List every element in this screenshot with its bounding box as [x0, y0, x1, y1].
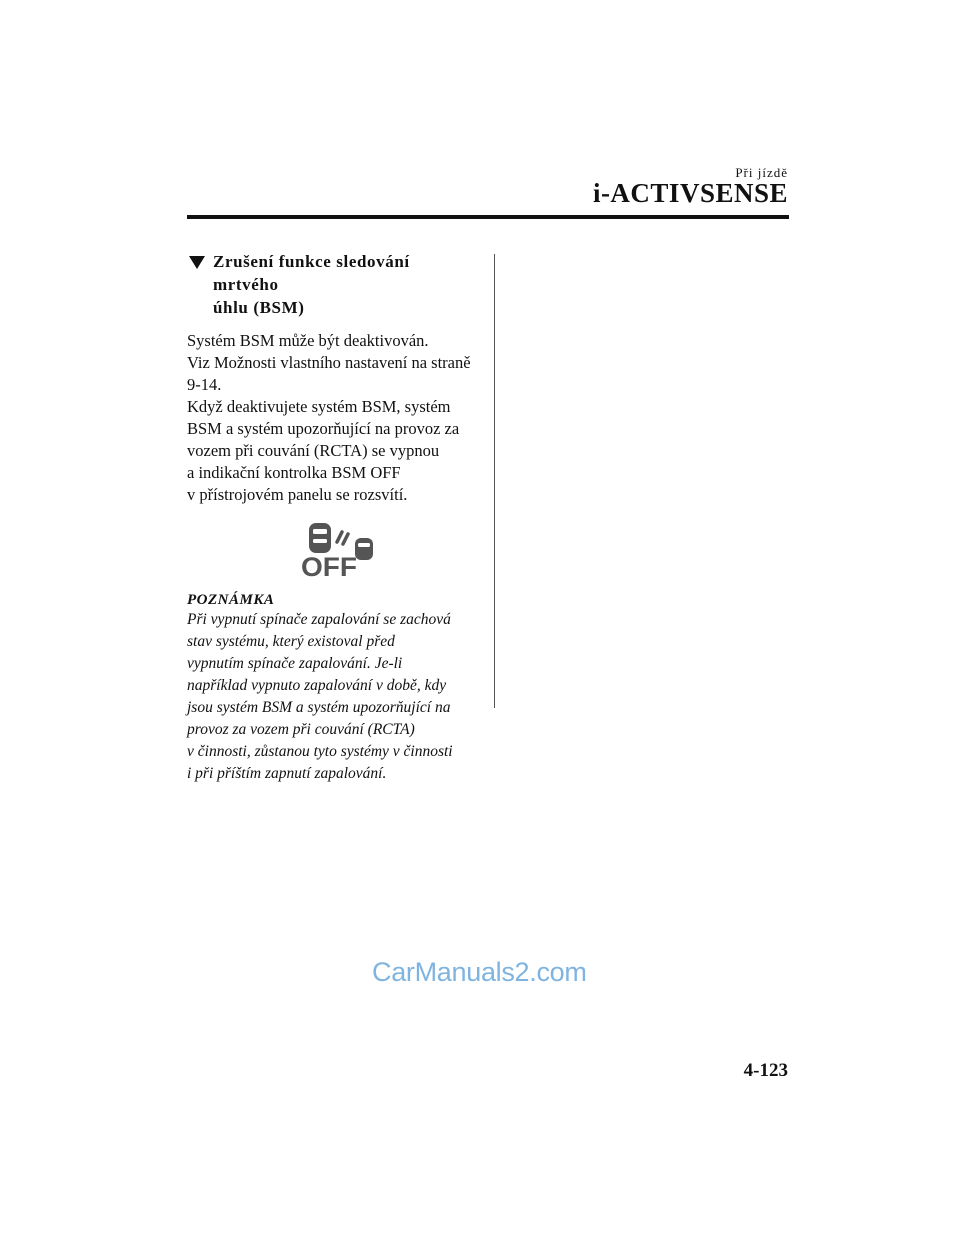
- body-line: a indikační kontrolka BSM OFF: [187, 463, 401, 482]
- note-line: Při vypnutí spínače zapalování se zachová: [187, 611, 451, 628]
- body-line: v přístrojovém panelu se rozsvítí.: [187, 485, 408, 504]
- page-number: 4-123: [743, 1060, 788, 1081]
- body-line: 9-14.: [187, 375, 222, 394]
- subheading-line-1: Zrušení funkce sledování mrtvého: [213, 252, 410, 294]
- note-line: jsou systém BSM a systém upozorňující na: [187, 699, 451, 716]
- note-line: provoz za vozem při couvání (RCTA): [187, 721, 415, 738]
- subheading-line-2: úhlu (BSM): [213, 298, 305, 317]
- note-paragraph: [187, 609, 477, 785]
- note-line: i při příštím zapnutí zapalování.: [187, 765, 387, 782]
- body-line: BSM a systém upozorňující na provoz za: [187, 419, 460, 438]
- left-column: [187, 250, 477, 785]
- column-divider: [494, 254, 495, 708]
- watermark-logo: CarManuals2.com: [372, 957, 587, 987]
- note-title: POZNÁMKA: [187, 592, 275, 608]
- note-line: například vypnuto zapalování v době, kdy: [187, 677, 447, 694]
- subheading: [187, 250, 477, 319]
- chapter-title: i-ACTIVSENSE: [592, 178, 788, 208]
- indicator-off-label: OFF: [301, 552, 357, 580]
- body-line: vozem při couvání (RCTA) se vypnou: [187, 441, 440, 460]
- triangle-bullet-icon: [189, 256, 205, 269]
- body-line: Systém BSM může být deaktivován.: [187, 331, 429, 350]
- header-rule: [187, 215, 789, 219]
- body-paragraph: [187, 330, 477, 506]
- note-line: v činnosti, zůstanou tyto systémy v činnosti: [187, 743, 453, 760]
- body-line: Když deaktivujete systém BSM, systém: [187, 397, 451, 416]
- note-line: stav systému, který existoval před: [187, 633, 395, 650]
- note-line: vypnutím spínače zapalování. Je-li: [187, 655, 403, 672]
- section-name: Při jízdě: [735, 165, 788, 180]
- body-line: Viz Možnosti vlastního nastavení na straně: [187, 353, 471, 372]
- bsm-off-indicator-icon: [297, 520, 387, 580]
